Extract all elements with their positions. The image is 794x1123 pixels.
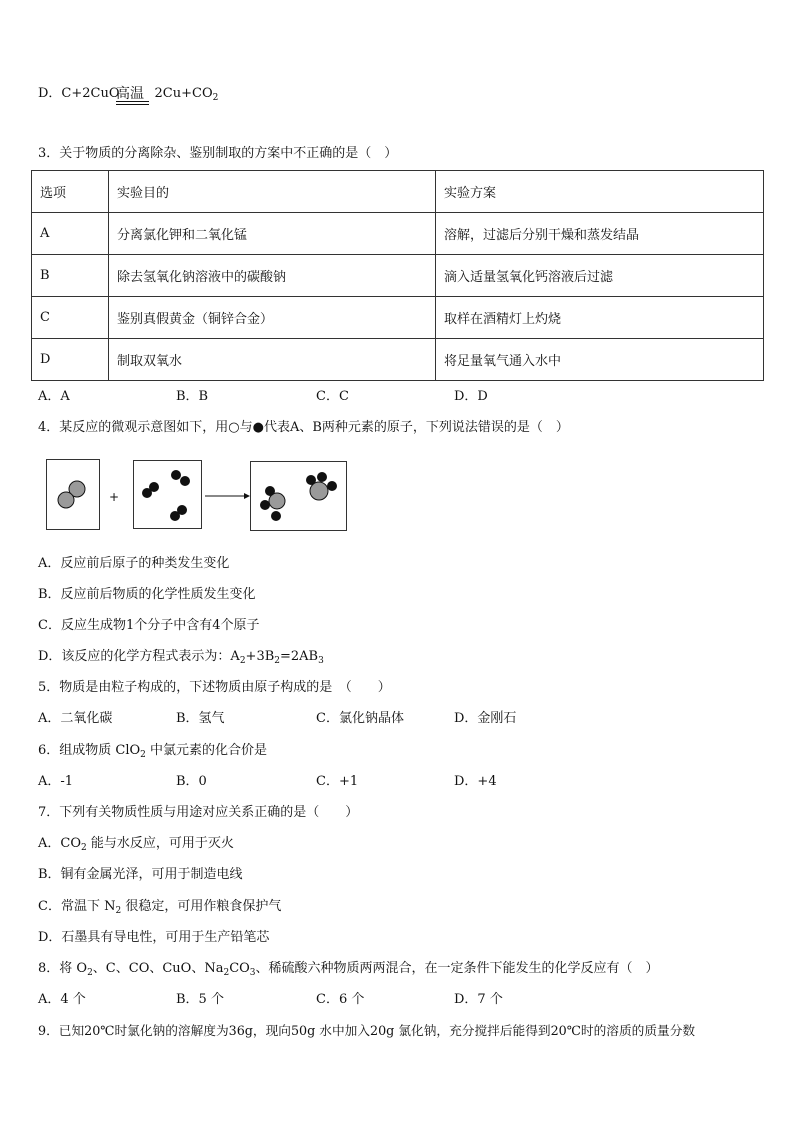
gray-atom (58, 492, 74, 508)
q4-option-b: B．反应前后物质的化学性质发生变化 (38, 587, 256, 602)
table-cell: C (32, 297, 109, 339)
q3-options (38, 389, 488, 405)
table-cell: D (32, 339, 109, 381)
subscript: 2 (274, 656, 280, 666)
table-cell: A (32, 213, 109, 255)
q7-stem: 7．下列有关物质性质与用途对应关系正确的是（ ） (38, 805, 359, 820)
q4-option-d-text: D．该反应的化学方程式表示为：A (38, 649, 240, 664)
q2-option-d-prefix: D．C+2CuO (38, 86, 120, 101)
black-atom (317, 472, 327, 482)
table-cell: B (32, 255, 109, 297)
black-atom (142, 488, 152, 498)
q2-reaction-condition: 高温 (116, 86, 144, 102)
black-atom (170, 511, 180, 521)
q3-option-c: C．C (316, 389, 349, 404)
reactant-a-box (47, 460, 100, 530)
table-header-row (32, 171, 764, 213)
table-row (32, 297, 764, 339)
q8-stem (38, 961, 659, 977)
table-cell: 分离氯化钾和二氧化锰 (109, 213, 436, 255)
subscript: 3 (249, 968, 256, 978)
header-option: 选项 (32, 171, 109, 213)
black-atom (327, 481, 337, 491)
black-atom (265, 486, 275, 496)
arrow-head (244, 493, 250, 499)
black-atom (180, 476, 190, 486)
q7-option-a-text: 能与水反应，可用于灭火 (86, 836, 234, 851)
q4-option-a: A．反应前后原子的种类发生变化 (38, 556, 230, 571)
table-cell: 取样在酒精灯上灼烧 (436, 297, 764, 339)
gray-atom (310, 482, 328, 500)
subscript: 2 (81, 843, 87, 853)
q7-option-d: D．石墨具有导电性，可用于生产铅笔芯 (38, 930, 270, 945)
q8-stem-text: 、稀硫酸六种物质两两混合，在一定条件下能发生的化学反应有（ ） (255, 961, 659, 976)
table-cell: 溶解，过滤后分别干燥和蒸发结晶 (436, 213, 764, 255)
subscript: 2 (115, 906, 122, 916)
table-cell: 制取双氧水 (109, 339, 436, 381)
q5-option-c: C．氯化钠晶体 (316, 711, 404, 726)
q3-option-a: A．A (38, 389, 70, 404)
q6-option-a: A．-1 (38, 774, 74, 789)
header-purpose: 实验目的 (109, 171, 436, 213)
q5-options (38, 711, 516, 727)
q7-option-c-text: C．常温下 N (38, 899, 116, 914)
subscript: 3 (318, 656, 324, 666)
table-cell: 除去氢氧化钠溶液中的碳酸钠 (109, 255, 436, 297)
q8-option-b: B．5 个 (176, 992, 224, 1007)
q3-option-d: D．D (454, 389, 488, 404)
subscript: 2 (239, 656, 246, 666)
q5-option-d: D．金刚石 (454, 711, 517, 726)
subscript: 2 (223, 968, 230, 978)
q8-options (38, 992, 503, 1008)
q3-option-b: B．B (176, 389, 209, 404)
q6-stem-text: 6．组成物质 ClO (38, 743, 141, 758)
reactant-b-box (134, 461, 202, 529)
q5-option-b: B．氢气 (176, 711, 225, 726)
q2-option-d-product-sub: 2 (212, 93, 219, 103)
black-atom (260, 500, 270, 510)
subscript: 2 (140, 750, 146, 760)
q5-stem: 5．物质是由粒子构成的，下述物质由原子构成的是 （ ） (38, 680, 391, 695)
q6-stem (38, 743, 267, 759)
q8-option-a: A．4 个 (38, 992, 86, 1007)
table-row (32, 255, 764, 297)
gray-atom (69, 481, 85, 497)
q4-option-c: C．反应生成物1个分子中含有4个原子 (38, 618, 260, 633)
q3-stem: 3．关于物质的分离除杂、鉴别制取的方案中不正确的是（ ） (38, 146, 398, 161)
q5-option-a: A．二氧化碳 (38, 711, 113, 726)
q4-option-d (38, 649, 324, 665)
black-atom (149, 482, 159, 492)
q8-stem-text: CO (229, 961, 250, 976)
table-cell: 滴入适量氢氧化钙溶液后过滤 (436, 255, 764, 297)
black-atom (171, 470, 181, 480)
q4-stem: 4．某反应的微观示意图如下，用○与●代表A、B两种元素的原子，下列说法错误的是（ ） (38, 420, 569, 435)
q8-option-c: C．6 个 (316, 992, 365, 1007)
q6-option-c: C．+1 (316, 774, 359, 789)
q2-option-d-product: 2Cu+CO (154, 86, 213, 101)
subscript: 2 (87, 968, 93, 978)
q9-stem: 9．已知20℃时氯化钠的溶解度为36g，现向50g 水中加入20g 氯化钠，充分搅拌后能得到20℃时的溶质的质量分数 (38, 1023, 696, 1038)
q8-stem-text: 8．将 O (38, 961, 88, 976)
q7-option-a (38, 836, 234, 852)
q7-option-a-text: A．CO (38, 836, 81, 851)
q4-option-d-text: +3B (245, 649, 275, 664)
q7-option-b: B．铜有金属光泽，可用于制造电线 (38, 867, 243, 882)
table-cell: 鉴别真假黄金（铜锌合金） (109, 297, 436, 339)
q6-options (38, 774, 497, 790)
black-atom (177, 505, 187, 515)
table-row (32, 213, 764, 255)
gray-atom (269, 493, 285, 509)
header-plan: 实验方案 (436, 171, 764, 213)
table-row (32, 339, 764, 381)
q2-equal-bar-top (116, 101, 149, 102)
q8-stem-text: 、C、CO、CuO、Na (92, 961, 224, 976)
plus-sign: + (109, 490, 120, 504)
product-box (251, 462, 347, 531)
q7-option-c-text: 很稳定，可用作粮食保护气 (121, 899, 282, 914)
q2-equal-bar-bottom (116, 104, 149, 105)
q6-option-d: D．+4 (454, 774, 497, 789)
q6-option-b: B．0 (176, 774, 207, 789)
table-cell: 将足量氧气通入水中 (436, 339, 764, 381)
q7-option-c (38, 899, 281, 915)
black-atom (306, 475, 316, 485)
q3-table (31, 170, 764, 381)
q6-stem-text: 中氯元素的化合价是 (145, 743, 268, 758)
black-atom (271, 511, 281, 521)
q4-option-d-text: =2AB (280, 649, 319, 664)
q8-option-d: D．7 个 (454, 992, 503, 1007)
